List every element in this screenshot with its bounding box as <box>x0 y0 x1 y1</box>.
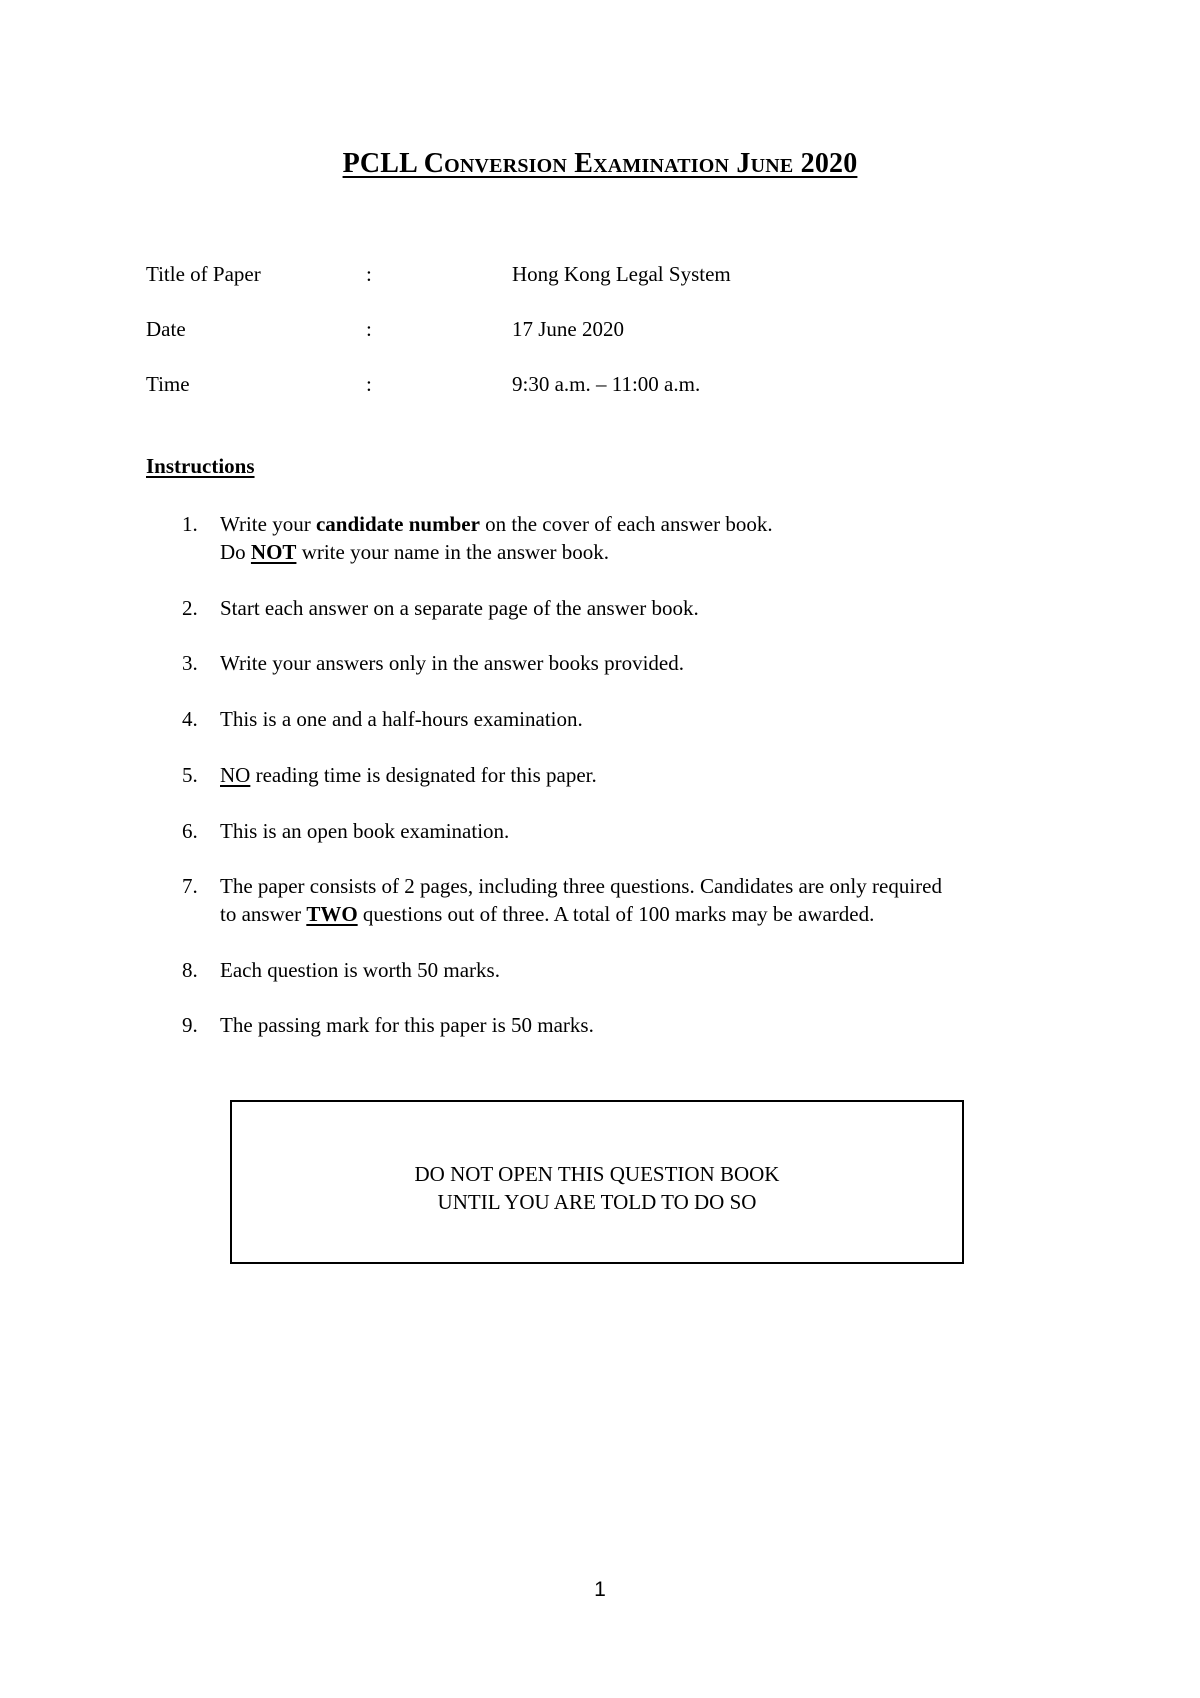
instruction-line <box>220 900 1080 928</box>
instruction-number: 8. <box>182 958 198 982</box>
meta-value: 17 June 2020 <box>512 317 624 341</box>
instruction-text: This is an open book examination. <box>220 819 510 843</box>
instruction-number: 4. <box>182 707 198 731</box>
instruction-number: 5. <box>182 763 198 787</box>
instruction-number: 7. <box>182 874 198 898</box>
emphasis-no: NO <box>220 763 251 787</box>
instruction-line <box>220 510 1080 538</box>
page-title: PCLL Conversion Examination June 2020 <box>342 148 858 179</box>
instruction-text <box>220 872 1080 928</box>
meta-label: Time <box>146 372 190 396</box>
text-run: reading time is designated for this paper. <box>250 763 597 787</box>
instruction-text: Start each answer on a separate page of the answer book. <box>220 596 699 620</box>
instruction-text: The passing mark for this paper is 50 marks. <box>220 1013 594 1037</box>
instructions-heading: Instructions <box>146 454 255 478</box>
instruction-text: This is a one and a half-hours examination. <box>220 707 583 731</box>
page-number: 1 <box>594 1578 606 1601</box>
text-run: to answer <box>220 902 307 926</box>
instruction-number: 3. <box>182 651 198 675</box>
emphasis-two: TWO <box>306 902 358 926</box>
emphasis-not: NOT <box>250 540 297 564</box>
instruction-text: Each question is worth 50 marks. <box>220 958 500 982</box>
text-run: Write your <box>220 512 316 536</box>
notice-line-1: DO NOT OPEN THIS QUESTION BOOK <box>414 1162 780 1186</box>
notice-line-2: UNTIL YOU ARE TOLD TO DO SO <box>437 1190 757 1214</box>
meta-colon: : <box>366 262 372 286</box>
meta-colon: : <box>366 372 372 396</box>
text-run: write your name in the answer book. <box>296 540 610 564</box>
text-run: on the cover of each answer book. <box>479 512 773 536</box>
instruction-number: 1. <box>182 512 198 536</box>
meta-label: Date <box>146 317 186 341</box>
instruction-number: 2. <box>182 596 198 620</box>
instruction-line: The paper consists of 2 pages, including three questions. Candidates are only required <box>220 874 942 898</box>
text-run: questions out of three. A total of 100 marks may be awarded. <box>357 902 875 926</box>
instruction-number: 6. <box>182 819 198 843</box>
text-run: Do <box>220 540 251 564</box>
meta-value: Hong Kong Legal System <box>512 262 731 286</box>
notice-box <box>230 1100 964 1264</box>
instruction-number: 9. <box>182 1013 198 1037</box>
instruction-line <box>220 538 1080 566</box>
instruction-text <box>220 510 1080 566</box>
meta-colon: : <box>366 317 372 341</box>
instruction-text: Write your answers only in the answer books provided. <box>220 651 684 675</box>
instruction-text <box>220 761 1080 789</box>
meta-value: 9:30 a.m. – 11:00 a.m. <box>512 372 701 396</box>
emphasis-candidate-number: candidate number <box>315 512 480 536</box>
meta-label: Title of Paper <box>146 262 261 286</box>
